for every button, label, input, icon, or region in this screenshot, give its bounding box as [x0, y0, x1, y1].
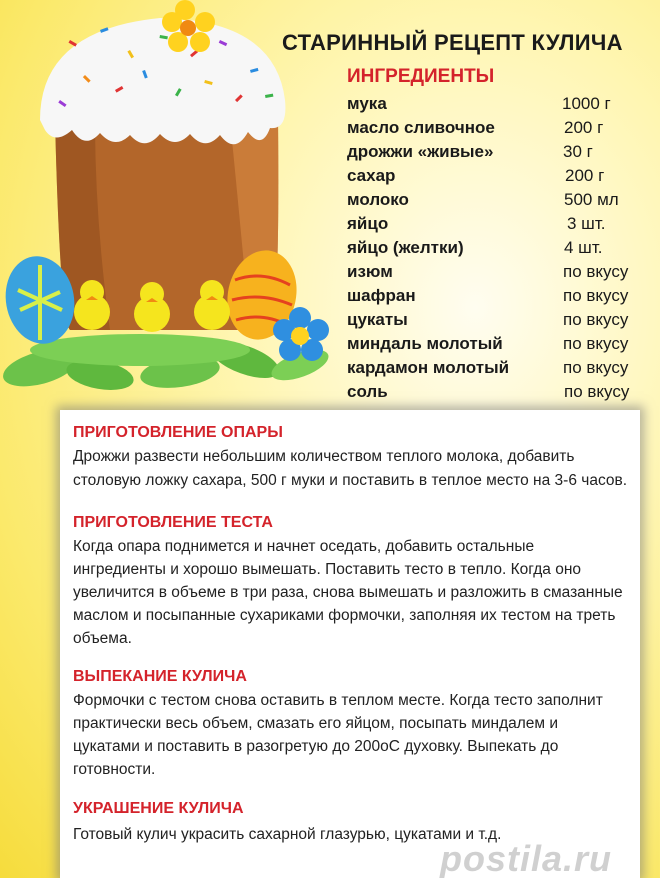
ingredient-qty: 200 г	[565, 166, 605, 185]
ingredient-row	[347, 238, 647, 260]
chicks-decoration	[74, 280, 230, 332]
ingredient-row	[347, 142, 647, 164]
ingredient-row	[347, 382, 647, 404]
section-line: готовности.	[73, 761, 156, 778]
ingredient-name: цукаты	[347, 310, 408, 329]
section-line: цукатами и поставить в разогретую до 200оС духовку. Выпекать до	[73, 738, 559, 755]
ingredient-qty: 30 г	[563, 142, 593, 161]
ingredient-qty: по вкусу	[563, 310, 629, 329]
ingredient-row	[347, 214, 647, 236]
section-line: практически весь объем, смазать его яйцом, посыпать миндалем и	[73, 715, 559, 732]
ingredient-qty: 3 шт.	[567, 214, 606, 233]
ingredient-name: шафран	[347, 286, 416, 305]
ingredient-qty: 200 г	[564, 118, 604, 137]
ingredient-name: молоко	[347, 190, 409, 209]
ingredient-qty: 4 шт.	[564, 238, 603, 257]
ingredient-qty: 1000 г	[562, 94, 611, 113]
ingredient-row	[347, 262, 647, 284]
watermark-logo: postila.ru	[440, 838, 613, 878]
ingredient-name: яйцо	[347, 214, 389, 233]
ingredient-name: изюм	[347, 262, 393, 281]
ingredient-name: миндаль молотый	[347, 334, 503, 353]
section-heading: ПРИГОТОВЛЕНИЕ ТЕСТА	[73, 514, 273, 531]
ingredient-qty: по вкусу	[563, 286, 629, 305]
easter-cake-illustration	[0, 0, 340, 400]
section-heading: ВЫПЕКАНИЕ КУЛИЧА	[73, 668, 247, 685]
ingredient-name: масло сливочное	[347, 118, 495, 137]
ingredient-row	[347, 118, 647, 140]
ingredient-qty: по вкусу	[563, 334, 629, 353]
section-line: Дрожжи развести небольшим количеством теплого молока, добавить	[73, 448, 575, 465]
section-line: Когда опара поднимется и начнет оседать, добавить остальные	[73, 538, 535, 555]
ingredient-row	[347, 310, 647, 332]
section-line: Готовый кулич украсить сахарной глазурью, цукатами и т.д.	[73, 826, 502, 843]
section-heading: УКРАШЕНИЕ КУЛИЧА	[73, 800, 244, 817]
ingredient-name: яйцо (желтки)	[347, 238, 464, 257]
section-line: увеличится в объеме в три раза, снова вымешать и разложить в смазанные	[73, 584, 623, 601]
ingredient-row	[347, 166, 647, 188]
ingredient-name: кардамон молотый	[347, 358, 510, 377]
ingredient-row	[347, 94, 647, 116]
ingredient-name: соль	[347, 382, 388, 401]
section-heading: ПРИГОТОВЛЕНИЕ ОПАРЫ	[73, 424, 283, 441]
ingredient-row	[347, 358, 647, 380]
ingredient-qty: по вкусу	[563, 358, 629, 377]
ingredient-qty: 500 мл	[564, 190, 619, 209]
ingredient-row	[347, 334, 647, 356]
ingredient-qty: по вкусу	[563, 262, 629, 281]
ingredients-heading: ИНГРЕДИЕНТЫ	[347, 66, 495, 87]
cake-icing	[40, 18, 285, 144]
ingredient-qty: по вкусу	[564, 382, 630, 401]
section-line: объема.	[73, 630, 132, 647]
ingredient-name: сахар	[347, 166, 396, 185]
section-line: ингредиенты и хорошо вымешать. Поставить тесто в тепло. Когда оно	[73, 561, 582, 578]
ingredient-row	[347, 286, 647, 308]
ingredient-name: дрожжи «живые»	[347, 142, 494, 161]
ingredient-row	[347, 190, 647, 212]
section-line: маслом и посыпанные сухариками формочки, заполняя их тестом на треть	[73, 607, 616, 624]
ingredient-name: мука	[347, 94, 387, 113]
page-title: СТАРИННЫЙ РЕЦЕПТ КУЛИЧА	[282, 30, 623, 55]
section-line: столовую ложку сахара, 500 г муки и поставить в теплое место на 3-6 часов.	[73, 472, 628, 489]
section-line: Формочки с тестом снова оставить в теплом месте. Когда тесто заполнит	[73, 692, 603, 709]
